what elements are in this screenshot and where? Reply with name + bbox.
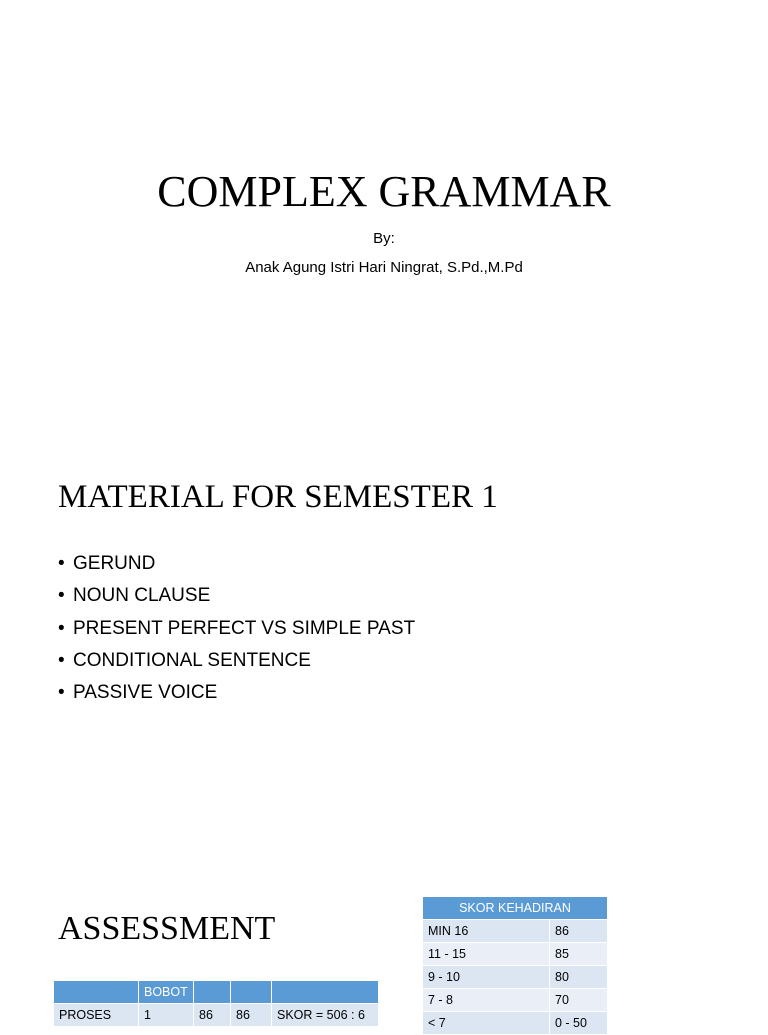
list-item: • PASSIVE VOICE [58, 677, 415, 709]
table-header [194, 981, 231, 1004]
list-item: • GERUND [58, 548, 415, 580]
by-label: By: [373, 230, 395, 247]
table-cell: PROSES [54, 1004, 139, 1027]
bullet-icon: • [58, 617, 65, 639]
table-cell: 11 - 15 [423, 943, 550, 966]
slide-material [0, 420, 768, 840]
table-row [423, 966, 608, 989]
bullet-icon: • [58, 553, 65, 574]
slide-title [0, 0, 768, 420]
table-cell: 1 [139, 1004, 194, 1027]
assessment-heading: ASSESSMENT [58, 910, 276, 947]
table-header [54, 981, 139, 1004]
table-cell: 80 [550, 966, 608, 989]
material-list [58, 548, 415, 709]
list-item: • PRESENT PERFECT VS SIMPLE PAST [58, 613, 415, 645]
table-cell: 86 [194, 1004, 231, 1027]
bullet-icon: • [58, 682, 65, 704]
table-cell: 70 [550, 989, 608, 1012]
kehadiran-table [422, 896, 608, 1035]
material-heading: MATERIAL FOR SEMESTER 1 [58, 479, 498, 515]
table-header-row [54, 981, 379, 1004]
table-cell: 9 - 10 [423, 966, 550, 989]
slide-assessment [0, 840, 768, 1030]
list-item: • NOUN CLAUSE [58, 580, 415, 612]
bobot-table [53, 980, 379, 1027]
bullet-icon: • [58, 585, 65, 607]
table-header: SKOR KEHADIRAN [423, 897, 608, 920]
table-row [423, 943, 608, 966]
list-item: • CONDITIONAL SENTENCE [58, 645, 415, 677]
table-header [272, 981, 379, 1004]
table-header [231, 981, 272, 1004]
slide-title-heading: COMPLEX GRAMMAR [157, 167, 611, 216]
table-header-row [423, 897, 608, 920]
table-cell: 86 [550, 920, 608, 943]
table-cell: 0 - 50 [550, 1012, 608, 1035]
table-row [423, 1012, 608, 1035]
table-cell: MIN 16 [423, 920, 550, 943]
table-cell: 7 - 8 [423, 989, 550, 1012]
bullet-icon: • [58, 649, 65, 671]
table-row [423, 920, 608, 943]
table-cell: < 7 [423, 1012, 550, 1035]
table-cell: SKOR = 506 : 6 [272, 1004, 379, 1027]
table-row [423, 989, 608, 1012]
table-cell: 86 [231, 1004, 272, 1027]
table-cell: 85 [550, 943, 608, 966]
table-row [54, 1004, 379, 1027]
table-header: BOBOT [139, 981, 194, 1004]
author-name: Anak Agung Istri Hari Ningrat, S.Pd.,M.Pd [245, 259, 523, 276]
